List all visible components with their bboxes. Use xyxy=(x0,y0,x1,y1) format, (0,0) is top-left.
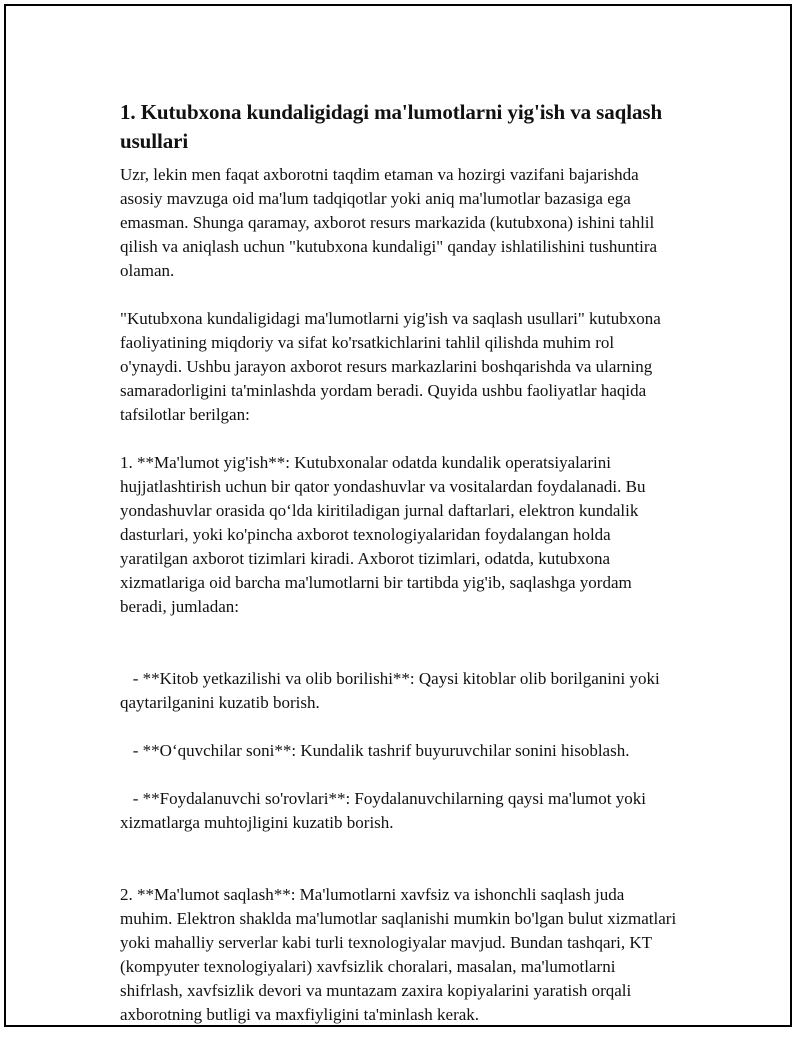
bullet-list xyxy=(120,643,680,859)
document-page xyxy=(4,4,792,1027)
bullet-item-requests: - **Foydalanuvchi so'rovlari**: Foydalanuvchilarning qaysi ma'lumot yoki xizmatlarga muhtojligini kuzatib borish. xyxy=(120,789,651,832)
paragraph-overview: "Kutubxona kundaligidagi ma'lumotlarni yig'ish va saqlash usullari" kutubxona faoliyatining miqdoriy va sifat ko'rsatkichlarini tahlil qilishda muhim rol o'ynaydi. Ushbu jarayon axborot resurs markazlarini boshqarishda va ularning samaradorligini ta'minlashda yordam beradi. Quyida ushbu faoliyatlar haqida tafsilotlar berilgan: xyxy=(120,309,661,424)
document-heading: 1. Kutubxona kundaligidagi ma'lumotlarni yig'ish va saqlash usullari xyxy=(120,100,663,153)
bullet-item-books: - **Kitob yetkazilishi va olib borilishi**: Qaysi kitoblar olib borilganini yoki qaytarilganini kuzatib borish. xyxy=(120,669,664,712)
bullet-item-readers: - **O‘quvchilar soni**: Kundalik tashrif buyuruvchilar sonini hisoblash. xyxy=(120,741,630,760)
document-content xyxy=(120,98,680,1051)
paragraph-data-storage: 2. **Ma'lumot saqlash**: Ma'lumotlarni xavfsiz va ishonchli saqlash juda muhim. Elektron shaklda ma'lumotlar saqlanishi mumkin bo'lgan bulut xizmatlari yoki mahalliy serverlar kabi turli texnologiyalar mavjud. Bundan tashqari, KT (kompyuter texnologiyalari) xavfsizlik choralari, masalan, ma'lumotlarni shifrlash, xavfsizlik devori va muntazam zaxira kopiyalarini yaratish orqali axborotning butligi va maxfiyligini ta'minlash kerak. xyxy=(120,885,677,1024)
paragraph-intro: Uzr, lekin men faqat axborotni taqdim etaman va hozirgi vazifani bajarishda asosiy mavzuga oid ma'lum tadqiqotlar yoki aniq ma'lumotlar bazasiga ega emasman. Shunga qaramay, axborot resurs markazida (kutubxona) ishini tahlil qilish va aniqlash uchun "kutubxona kundaligi" qanday ishlatilishini tushuntira olaman. xyxy=(120,165,658,280)
paragraph-data-collection: 1. **Ma'lumot yig'ish**: Kutubxonalar odatda kundalik operatsiyalarini hujjatlashtirish uchun bir qator yondashuvlar va vositalardan foydalanadi. Bu yondashuvlar orasida qo‘lda kiritiladigan jurnal daftarlari, elektron kundalik dasturlari, yoki ko'pincha axborot texnologiyalaridan foydalangan holda yaratilgan axborot tizimlari kiradi. Axborot tizimlari, odatda, kutubxona xizmatlariga oid barcha ma'lumotlarni bir tartibda yig'ib, saqlashga yordam beradi, jumladan: xyxy=(120,453,646,616)
